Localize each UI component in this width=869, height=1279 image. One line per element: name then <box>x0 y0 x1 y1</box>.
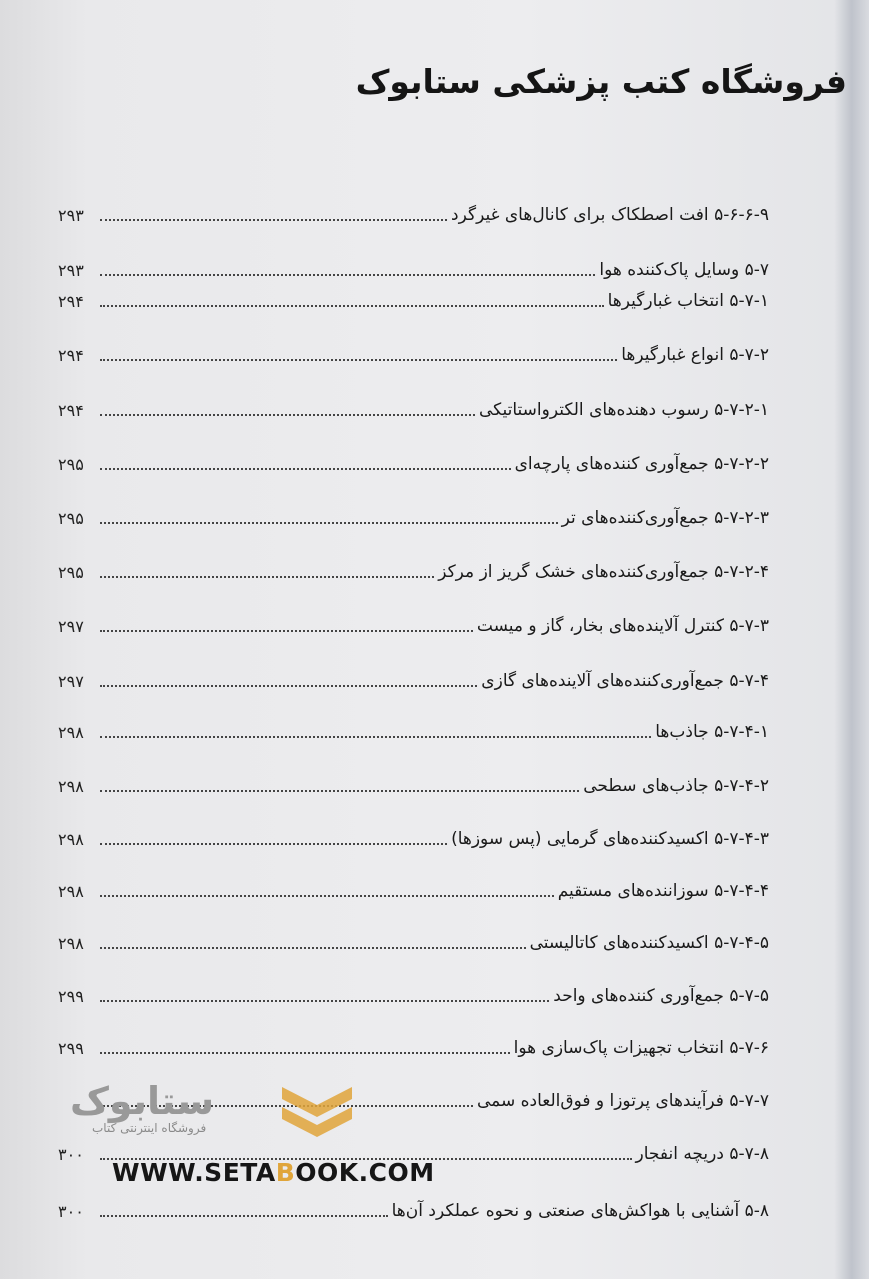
toc-row <box>58 252 769 282</box>
toc-row <box>58 1193 769 1223</box>
watermark-logo <box>62 1075 372 1135</box>
url-suffix: OOK.COM <box>295 1158 435 1187</box>
dot-leader <box>100 219 447 221</box>
toc-entry: ۵-۷-۴-۳ اکسیدکننده‌های گرمایی (پس سوزها) <box>451 829 769 849</box>
toc-row <box>58 925 769 955</box>
dot-leader <box>100 685 477 687</box>
toc-page-number: ۳۰۰ <box>58 1145 84 1164</box>
toc-page-number: ۳۰۰ <box>58 1202 84 1221</box>
toc-page-number: ۲۹۵ <box>58 563 84 582</box>
toc-entry: ۵-۷-۴-۴ سوزاننده‌های مستقیم <box>557 881 769 901</box>
toc-entry: ۵-۷-۵ جمع‌آوری کننده‌های واحد <box>553 986 769 1006</box>
watermark-tagline: فروشگاه اینترنتی کتاب <box>92 1121 207 1135</box>
toc-row <box>58 663 769 693</box>
toc-page-number: ۲۹۵ <box>58 509 84 528</box>
dot-leader <box>100 468 511 470</box>
dot-leader <box>100 305 604 307</box>
toc-page-number: ۲۹۴ <box>58 401 84 420</box>
page-header-title: فروشگاه کتب پزشکی ستابوک <box>355 62 847 101</box>
toc-page-number: ۲۹۸ <box>58 723 84 742</box>
toc-row <box>58 1030 769 1060</box>
toc-entry: ۵-۶-۶-۹ افت اصطکاک برای کانال‌های غیرگرد <box>451 205 769 225</box>
toc-entry: ۵-۷-۷ فرآیندهای پرتوزا و فوق‌العاده سمی <box>476 1091 769 1111</box>
toc-entry: ۵-۷-۲-۲ جمع‌آوری کننده‌های پارچه‌ای <box>514 454 769 474</box>
toc-row <box>58 821 769 851</box>
toc-page-number: ۲۹۸ <box>58 777 84 796</box>
watermark-brand: ستابوک <box>70 1079 215 1123</box>
toc-entry: ۵-۷-۴ جمع‌آوری‌کننده‌های آلاینده‌های گازی <box>481 671 769 691</box>
toc-row <box>58 608 769 638</box>
url-accent-letter: B <box>275 1158 296 1187</box>
dot-leader <box>100 274 595 276</box>
toc-entry: ۵-۷-۴-۱ جاذب‌ها <box>655 722 769 742</box>
toc-entry: ۵-۷-۲ انواع غبارگیرها <box>621 345 769 365</box>
dot-leader <box>100 1000 549 1002</box>
dot-leader <box>100 895 554 897</box>
toc-row <box>58 554 769 584</box>
toc-entry: ۵-۷ وسایل پاک‌کننده هوا <box>599 260 769 280</box>
toc-page-number: ۲۹۵ <box>58 455 84 474</box>
toc-page-number: ۲۹۹ <box>58 987 84 1006</box>
toc-page-number: ۲۹۴ <box>58 292 84 311</box>
toc-row <box>58 392 769 422</box>
dot-leader <box>100 522 558 524</box>
toc-entry: ۵-۸ آشنایی با هواکش‌های صنعتی و نحوه عملکرد آن‌ها <box>391 1201 769 1221</box>
toc-page-number: ۲۹۸ <box>58 882 84 901</box>
dot-leader <box>100 947 526 949</box>
toc-row <box>58 873 769 903</box>
toc-entry: ۵-۷-۴-۲ جاذب‌های سطحی <box>583 776 769 796</box>
dot-leader <box>100 630 473 632</box>
dot-leader <box>100 843 447 845</box>
dot-leader <box>100 576 434 578</box>
toc-row <box>58 768 769 798</box>
toc-page-number: ۲۹۷ <box>58 672 84 691</box>
toc-entry: ۵-۷-۴-۵ اکسیدکننده‌های کاتالیستی <box>529 933 769 953</box>
dot-leader <box>100 414 475 416</box>
toc-page-number: ۲۹۳ <box>58 206 84 225</box>
toc-row <box>58 446 769 476</box>
dot-leader <box>100 1052 510 1054</box>
toc-page-number: ۲۹۸ <box>58 934 84 953</box>
dot-leader <box>100 1215 388 1217</box>
watermark-url <box>112 1158 435 1187</box>
toc-entry: ۵-۷-۲-۳ جمع‌آوری‌کننده‌های تر <box>561 508 769 528</box>
toc-row <box>58 714 769 744</box>
url-prefix: WWW.SETA <box>112 1158 276 1187</box>
toc-entry: ۵-۷-۸ دریچه انفجار <box>635 1144 769 1164</box>
toc-row <box>58 500 769 530</box>
toc-page-number: ۲۹۳ <box>58 261 84 280</box>
dot-leader <box>100 736 651 738</box>
toc-entry: ۵-۷-۲-۴ جمع‌آوری‌کننده‌های خشک گریز از مرکز <box>438 562 769 582</box>
toc-entry: ۵-۷-۲-۱ رسوب دهنده‌های الکترواستاتیکی <box>478 400 769 420</box>
book-logo-icon <box>272 1075 362 1145</box>
toc-entry: ۵-۷-۳ کنترل آلاینده‌های بخار، گاز و میست <box>476 616 769 636</box>
toc-entry: ۵-۷-۶ انتخاب تجهیزات پاک‌سازی هوا <box>513 1038 769 1058</box>
toc-row <box>58 197 769 227</box>
toc-row <box>58 337 769 367</box>
dot-leader <box>100 359 617 361</box>
toc-page-number: ۲۹۷ <box>58 617 84 636</box>
dot-leader <box>100 790 579 792</box>
toc-entry: ۵-۷-۱ انتخاب غبارگیرها <box>607 291 769 311</box>
toc-page-number: ۲۹۸ <box>58 830 84 849</box>
toc-page-number: ۲۹۴ <box>58 346 84 365</box>
toc-row <box>58 283 769 313</box>
toc-page-number: ۲۹۹ <box>58 1039 84 1058</box>
toc-row <box>58 978 769 1008</box>
